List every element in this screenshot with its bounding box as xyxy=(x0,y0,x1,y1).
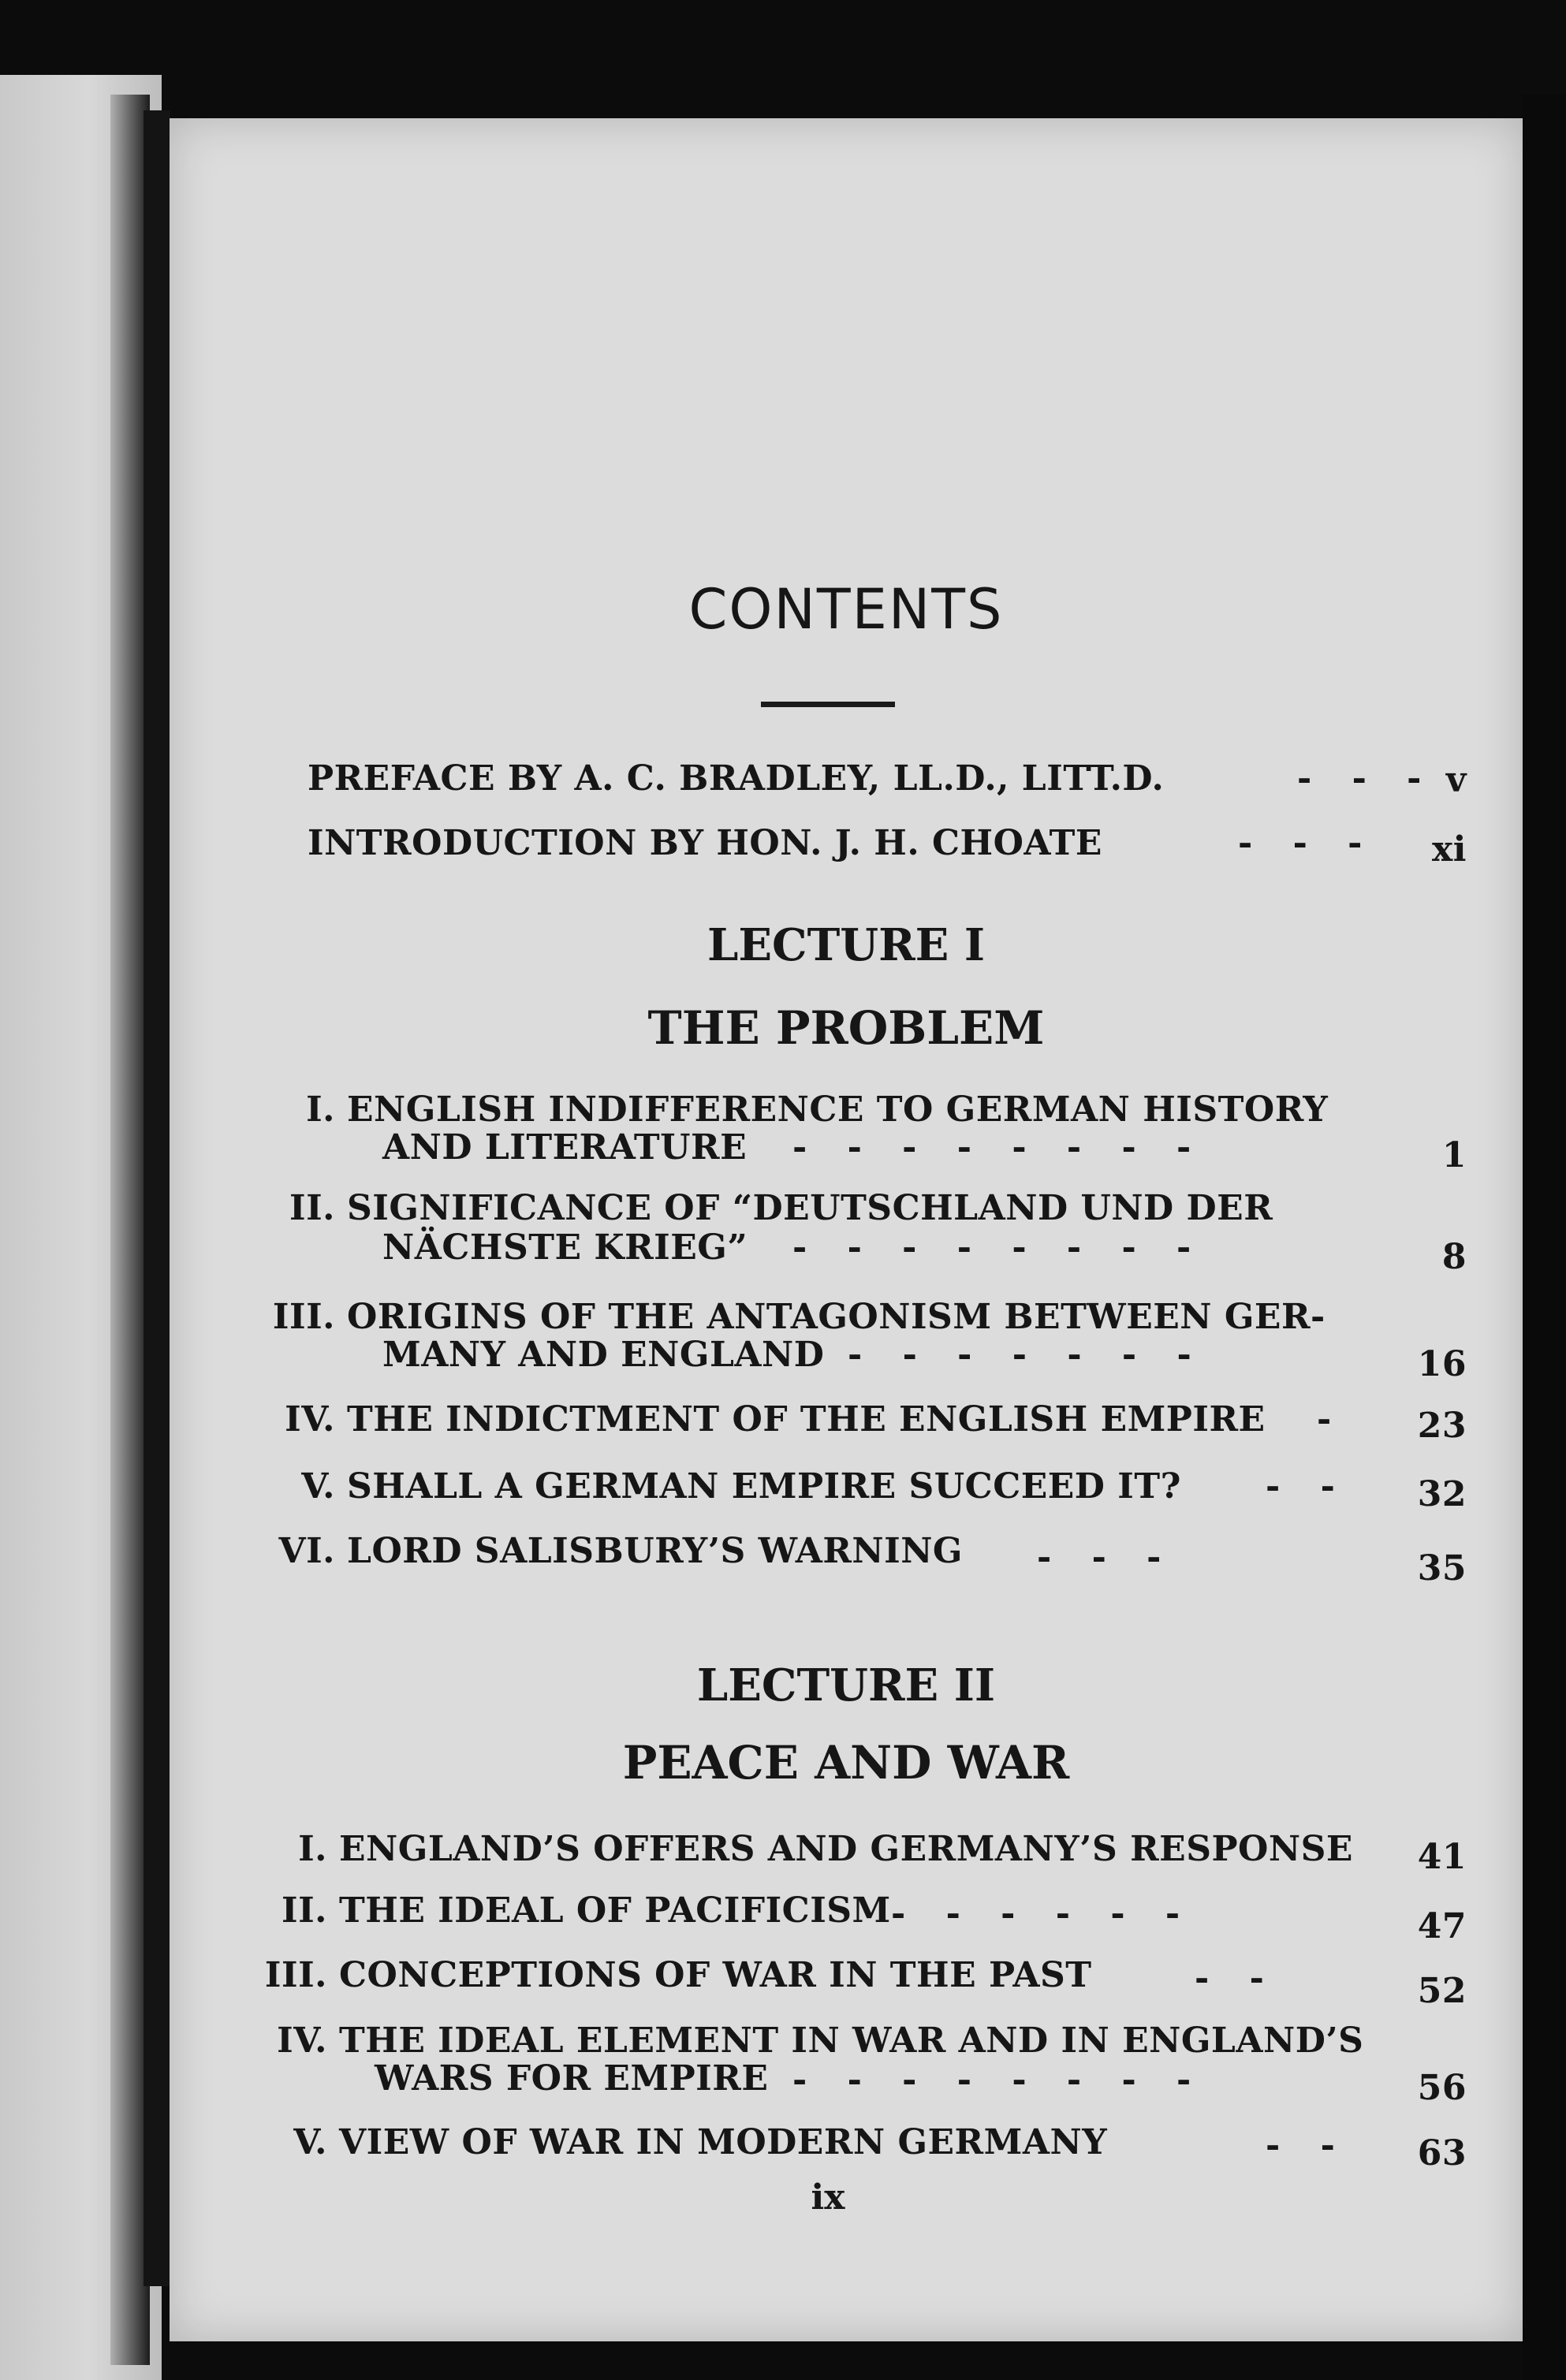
section-entry xyxy=(240,1188,1502,1275)
section-number: I. xyxy=(306,1089,335,1130)
dot-leaders: - - - xyxy=(1297,758,1436,799)
section-number: V. xyxy=(301,1466,335,1507)
section-entry xyxy=(233,1890,1510,1946)
dot-leaders: - - xyxy=(1195,1958,1278,1998)
page-number: v xyxy=(1445,760,1467,800)
page-number: 52 xyxy=(1417,1971,1467,2011)
section-number: II. xyxy=(289,1188,335,1228)
dot-leaders: - - - - - - - xyxy=(848,1335,1206,1375)
front-matter-entry-preface xyxy=(308,758,1522,806)
section-number: IV. xyxy=(285,1399,335,1440)
section-number: III. xyxy=(264,1955,327,1995)
section-number: III. xyxy=(272,1297,335,1337)
page-number: 8 xyxy=(1441,1237,1467,1277)
page-number: 56 xyxy=(1417,2068,1467,2108)
page-number: 47 xyxy=(1417,1906,1467,1946)
section-title: CONCEPTIONS OF WAR IN THE PAST xyxy=(339,1955,1092,1995)
section-number: IV. xyxy=(277,2021,327,2061)
section-title: LORD SALISBURY’S WARNING xyxy=(347,1531,964,1571)
dot-leaders: - - - - - - xyxy=(891,1894,1195,1934)
background-edge xyxy=(1523,95,1566,2380)
entry-text: INTRODUCTION BY HON. J. H. CHOATE xyxy=(308,823,1102,863)
lecture-heading: LECTURE II xyxy=(696,1659,996,1711)
section-title: SIGNIFICANCE OF “DEUTSCHLAND UND DER xyxy=(347,1188,1273,1228)
section-entry xyxy=(233,1955,1510,2011)
section-entry xyxy=(240,1089,1502,1176)
page-number: 32 xyxy=(1417,1474,1467,1514)
lecture-heading: LECTURE I xyxy=(707,919,986,971)
section-number: I. xyxy=(298,1829,327,1869)
dot-leaders: - - xyxy=(1266,2125,1349,2166)
section-entry xyxy=(240,1399,1502,1447)
page-title: CONTENTS xyxy=(688,577,1004,642)
section-title: THE IDEAL OF PACIFICISM xyxy=(339,1890,891,1931)
page-number: 35 xyxy=(1417,1548,1467,1589)
section-title: ORIGINS OF THE ANTAGONISM BETWEEN GER- xyxy=(347,1297,1326,1337)
section-entry xyxy=(240,1531,1502,1589)
contents-page xyxy=(170,118,1523,2341)
section-title: ENGLISH INDIFFERENCE TO GERMAN HISTORY xyxy=(347,1089,1329,1130)
section-title-continued: MANY AND ENGLAND xyxy=(382,1335,825,1375)
page-number: 41 xyxy=(1417,1837,1467,1877)
dot-leaders: - - - xyxy=(1238,823,1377,863)
section-entry xyxy=(233,2021,1510,2107)
lecture-title: THE PROBLEM xyxy=(647,1001,1045,1055)
page-number: xi xyxy=(1432,829,1467,870)
book-gutter xyxy=(144,110,170,2286)
section-title: ENGLAND’S OFFERS AND GERMANY’S RESPONSE xyxy=(339,1829,1353,1869)
section-title: SHALL A GERMAN EMPIRE SUCCEED IT? xyxy=(347,1466,1181,1507)
section-number: V. xyxy=(293,2122,327,2162)
page-number: 63 xyxy=(1417,2133,1467,2173)
section-title: THE IDEAL ELEMENT IN WAR AND IN ENGLAND’S xyxy=(339,2021,1364,2061)
section-entry xyxy=(240,1466,1502,1514)
section-title: THE INDICTMENT OF THE ENGLISH EMPIRE xyxy=(347,1399,1266,1440)
section-title: VIEW OF WAR IN MODERN GERMANY xyxy=(339,2122,1108,2162)
section-entry xyxy=(233,2122,1510,2173)
section-title-continued: AND LITERATURE xyxy=(382,1127,748,1168)
page-number: 16 xyxy=(1417,1344,1467,1384)
dot-leaders: - - - - - - - - xyxy=(792,1127,1206,1168)
section-title-continued: WARS FOR EMPIRE xyxy=(375,2058,769,2099)
section-entry xyxy=(233,1829,1510,1876)
entry-text: PREFACE BY A. C. BRADLEY, LL.D., LITT.D. xyxy=(308,758,1165,799)
dot-leaders: - - - - - - - - xyxy=(792,2060,1206,2100)
section-number: II. xyxy=(282,1890,327,1931)
page-number: 23 xyxy=(1417,1406,1467,1446)
section-title-continued: NÄCHSTE KRIEG” xyxy=(382,1227,748,1268)
table-of-contents xyxy=(170,118,1523,2341)
section-entry xyxy=(240,1297,1502,1384)
dot-leaders: - - - - - - - - xyxy=(792,1227,1206,1268)
section-number: VI. xyxy=(278,1531,335,1571)
folio-page-number: ix xyxy=(811,2177,845,2218)
front-matter-entry-introduction xyxy=(308,823,1522,870)
page-number: 1 xyxy=(1441,1135,1467,1175)
lecture-title: PEACE AND WAR xyxy=(622,1736,1070,1790)
title-rule xyxy=(761,702,895,707)
dot-leaders: - xyxy=(1317,1399,1346,1440)
dot-leaders: - - xyxy=(1266,1466,1349,1507)
dot-leaders: - - - xyxy=(1037,1537,1176,1577)
